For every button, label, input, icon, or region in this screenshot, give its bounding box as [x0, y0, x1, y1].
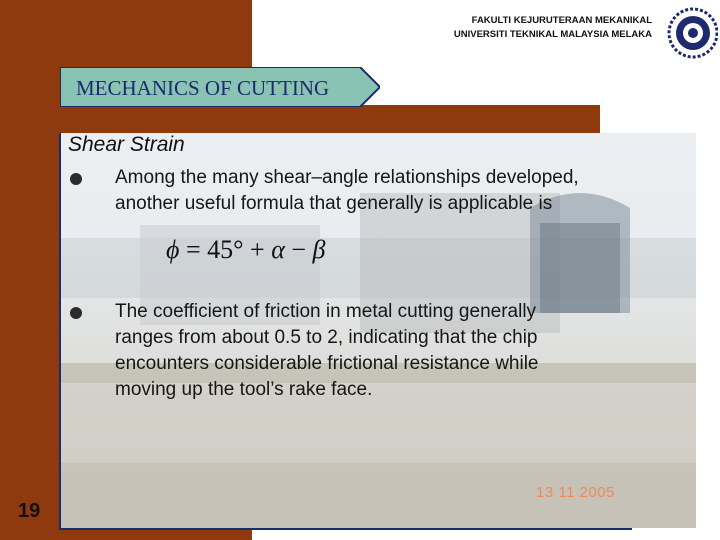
photo-date-stamp: 13 11 2005: [536, 484, 615, 501]
university-logo-icon: [660, 4, 718, 62]
bullet-1-line-2: another useful formula that generally is applicable is: [115, 193, 553, 214]
faculty-line-2: UNIVERSITI TEKNIKAL MALAYSIA MELAKA: [453, 29, 652, 40]
bullet-dot: [70, 307, 82, 319]
formula-alpha: α: [271, 235, 285, 264]
slide-number: 19: [18, 500, 41, 522]
faculty-header: [454, 14, 652, 42]
faculty-line-1: FAKULTI KEJURUTERAAN MEKANIKAL: [471, 15, 652, 26]
section-heading: Shear Strain: [68, 133, 185, 156]
formula-beta: β: [312, 235, 326, 264]
bullet-text-1: [115, 165, 695, 217]
formula-minus: −: [291, 235, 307, 264]
bullet-text-2: [115, 299, 695, 403]
slide-content: [60, 133, 700, 528]
shear-angle-formula: [166, 235, 325, 265]
bullet-2-line-1: The coefficient of friction in metal cutting generally: [115, 301, 537, 322]
bullet-2-line-3: encounters considerable frictional resistance while: [115, 353, 539, 374]
formula-phi: ϕ: [166, 235, 180, 264]
bullet-dot: [70, 173, 82, 185]
slide-title: MECHANICS OF CUTTING: [76, 76, 330, 100]
title-band: [252, 105, 600, 135]
formula-equals-45: = 45° +: [185, 235, 265, 264]
bullet-2-line-4: moving up the tool’s rake face.: [115, 379, 373, 400]
content-frame-bottom: [60, 528, 632, 530]
bullet-2-line-2: ranges from about 0.5 to 2, indicating that the chip: [115, 327, 538, 348]
bullet-1-line-1: Among the many shear–angle relationships developed,: [115, 167, 579, 188]
